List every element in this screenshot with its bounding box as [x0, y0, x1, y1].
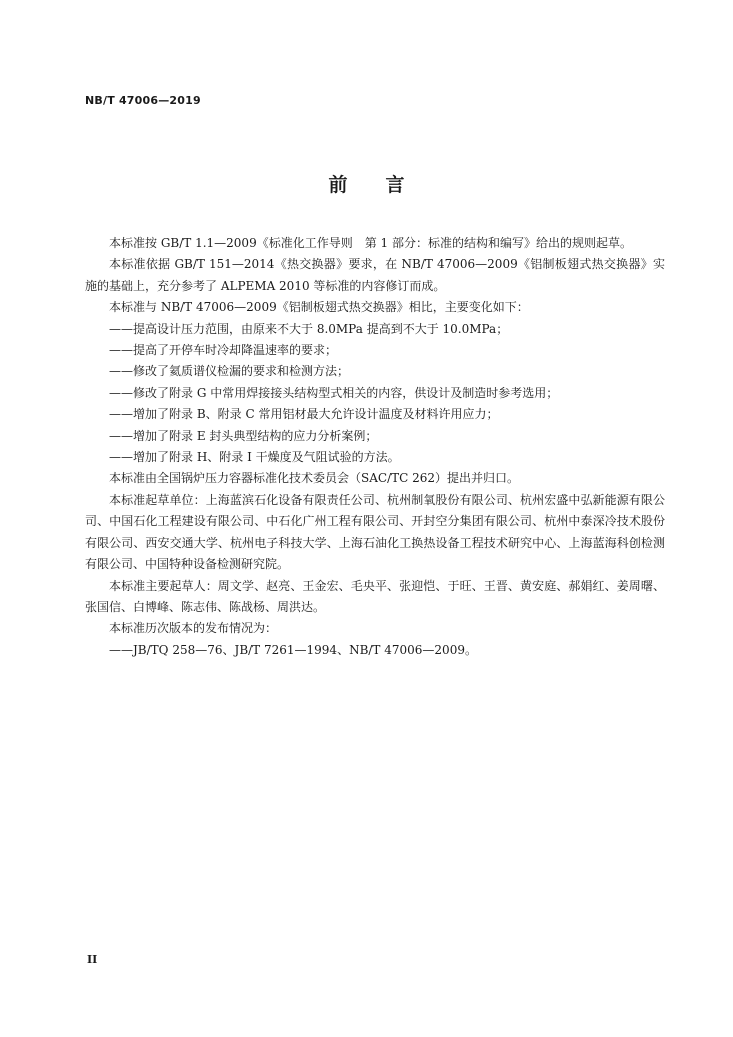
change-item-appendix-e: ——增加了附录 E 封头典型结构的应力分析案例； — [109, 428, 378, 443]
paragraph-drafters: 本标准主要起草人：周文学、赵亮、王金宏、毛央平、张迎恺、于旺、王晋、黄安庭、郝娟红、姜周曙、张国信、白博峰、陈志伟、陈战杨、周洪达。 — [85, 578, 665, 614]
page-title: 前 言 — [328, 174, 405, 196]
paragraph-changes-intro: 本标准与 NB/T 47006—2009《铝制板翅式热交换器》相比，主要变化如下： — [109, 300, 529, 315]
paragraph-drafting-rules: 本标准按 GB/T 1.1—2009《标准化工作导则 第 1 部分：标准的结构和编写》给出的规则起草。 — [109, 236, 632, 250]
change-item-appendix-h-i: ——增加了附录 H、附录 I 干燥度及气阻试验的方法。 — [109, 450, 400, 465]
standard-number-header: NB/T 47006—2019 — [85, 94, 201, 107]
paragraph-history-versions: ——JB/TQ 258—76、JB/T 7261—1994、NB/T 47006—2009。 — [109, 642, 477, 657]
foreword-body — [85, 233, 665, 661]
change-item-appendix-b-c: ——增加了附录 B、附录 C 常用铝材最大允许设计温度及材料许用应力； — [109, 407, 499, 422]
paragraph-drafting-units: 本标准起草单位：上海蓝滨石化设备有限责任公司、杭州制氧股份有限公司、杭州宏盛中弘新能源有限公司、中国石化工程建设有限公司、中石化广州工程有限公司、开封空分集团有限公司、杭州中泰深冷技术股份有限公司、西安交通大学、杭州电子科技大学、上海石油化工换热设备工程技术研究中心、上海蓝海科创检测有限公司、中国特种设备检测研究院。 — [85, 492, 665, 572]
paragraph-basis: 本标准依据 GB/T 151—2014《热交换器》要求，在 NB/T 47006—2009《铝制板翅式热交换器》实施的基础上，充分参考了 ALPEMA 2010 等标准的内容修订而成。 — [85, 257, 665, 293]
change-item-helium-leak: ——修改了氦质谱仪检漏的要求和检测方法； — [109, 364, 350, 379]
change-item-pressure: ——提高设计压力范围，由原来不大于 8.0MPa 提高到不大于 10.0MPa； — [109, 321, 509, 336]
paragraph-proposed-by: 本标准由全国锅炉压力容器标准化技术委员会（SAC/TC 262）提出并归口。 — [109, 471, 520, 486]
change-item-appendix-g: ——修改了附录 G 中常用焊接接头结构型式相关的内容，供设计及制造时参考选用； — [109, 385, 559, 400]
page-number: II — [87, 953, 98, 966]
paragraph-history-intro: 本标准历次版本的发布情况为： — [109, 621, 278, 636]
change-item-cooling-rate: ——提高了开停车时冷却降温速率的要求； — [109, 343, 338, 358]
